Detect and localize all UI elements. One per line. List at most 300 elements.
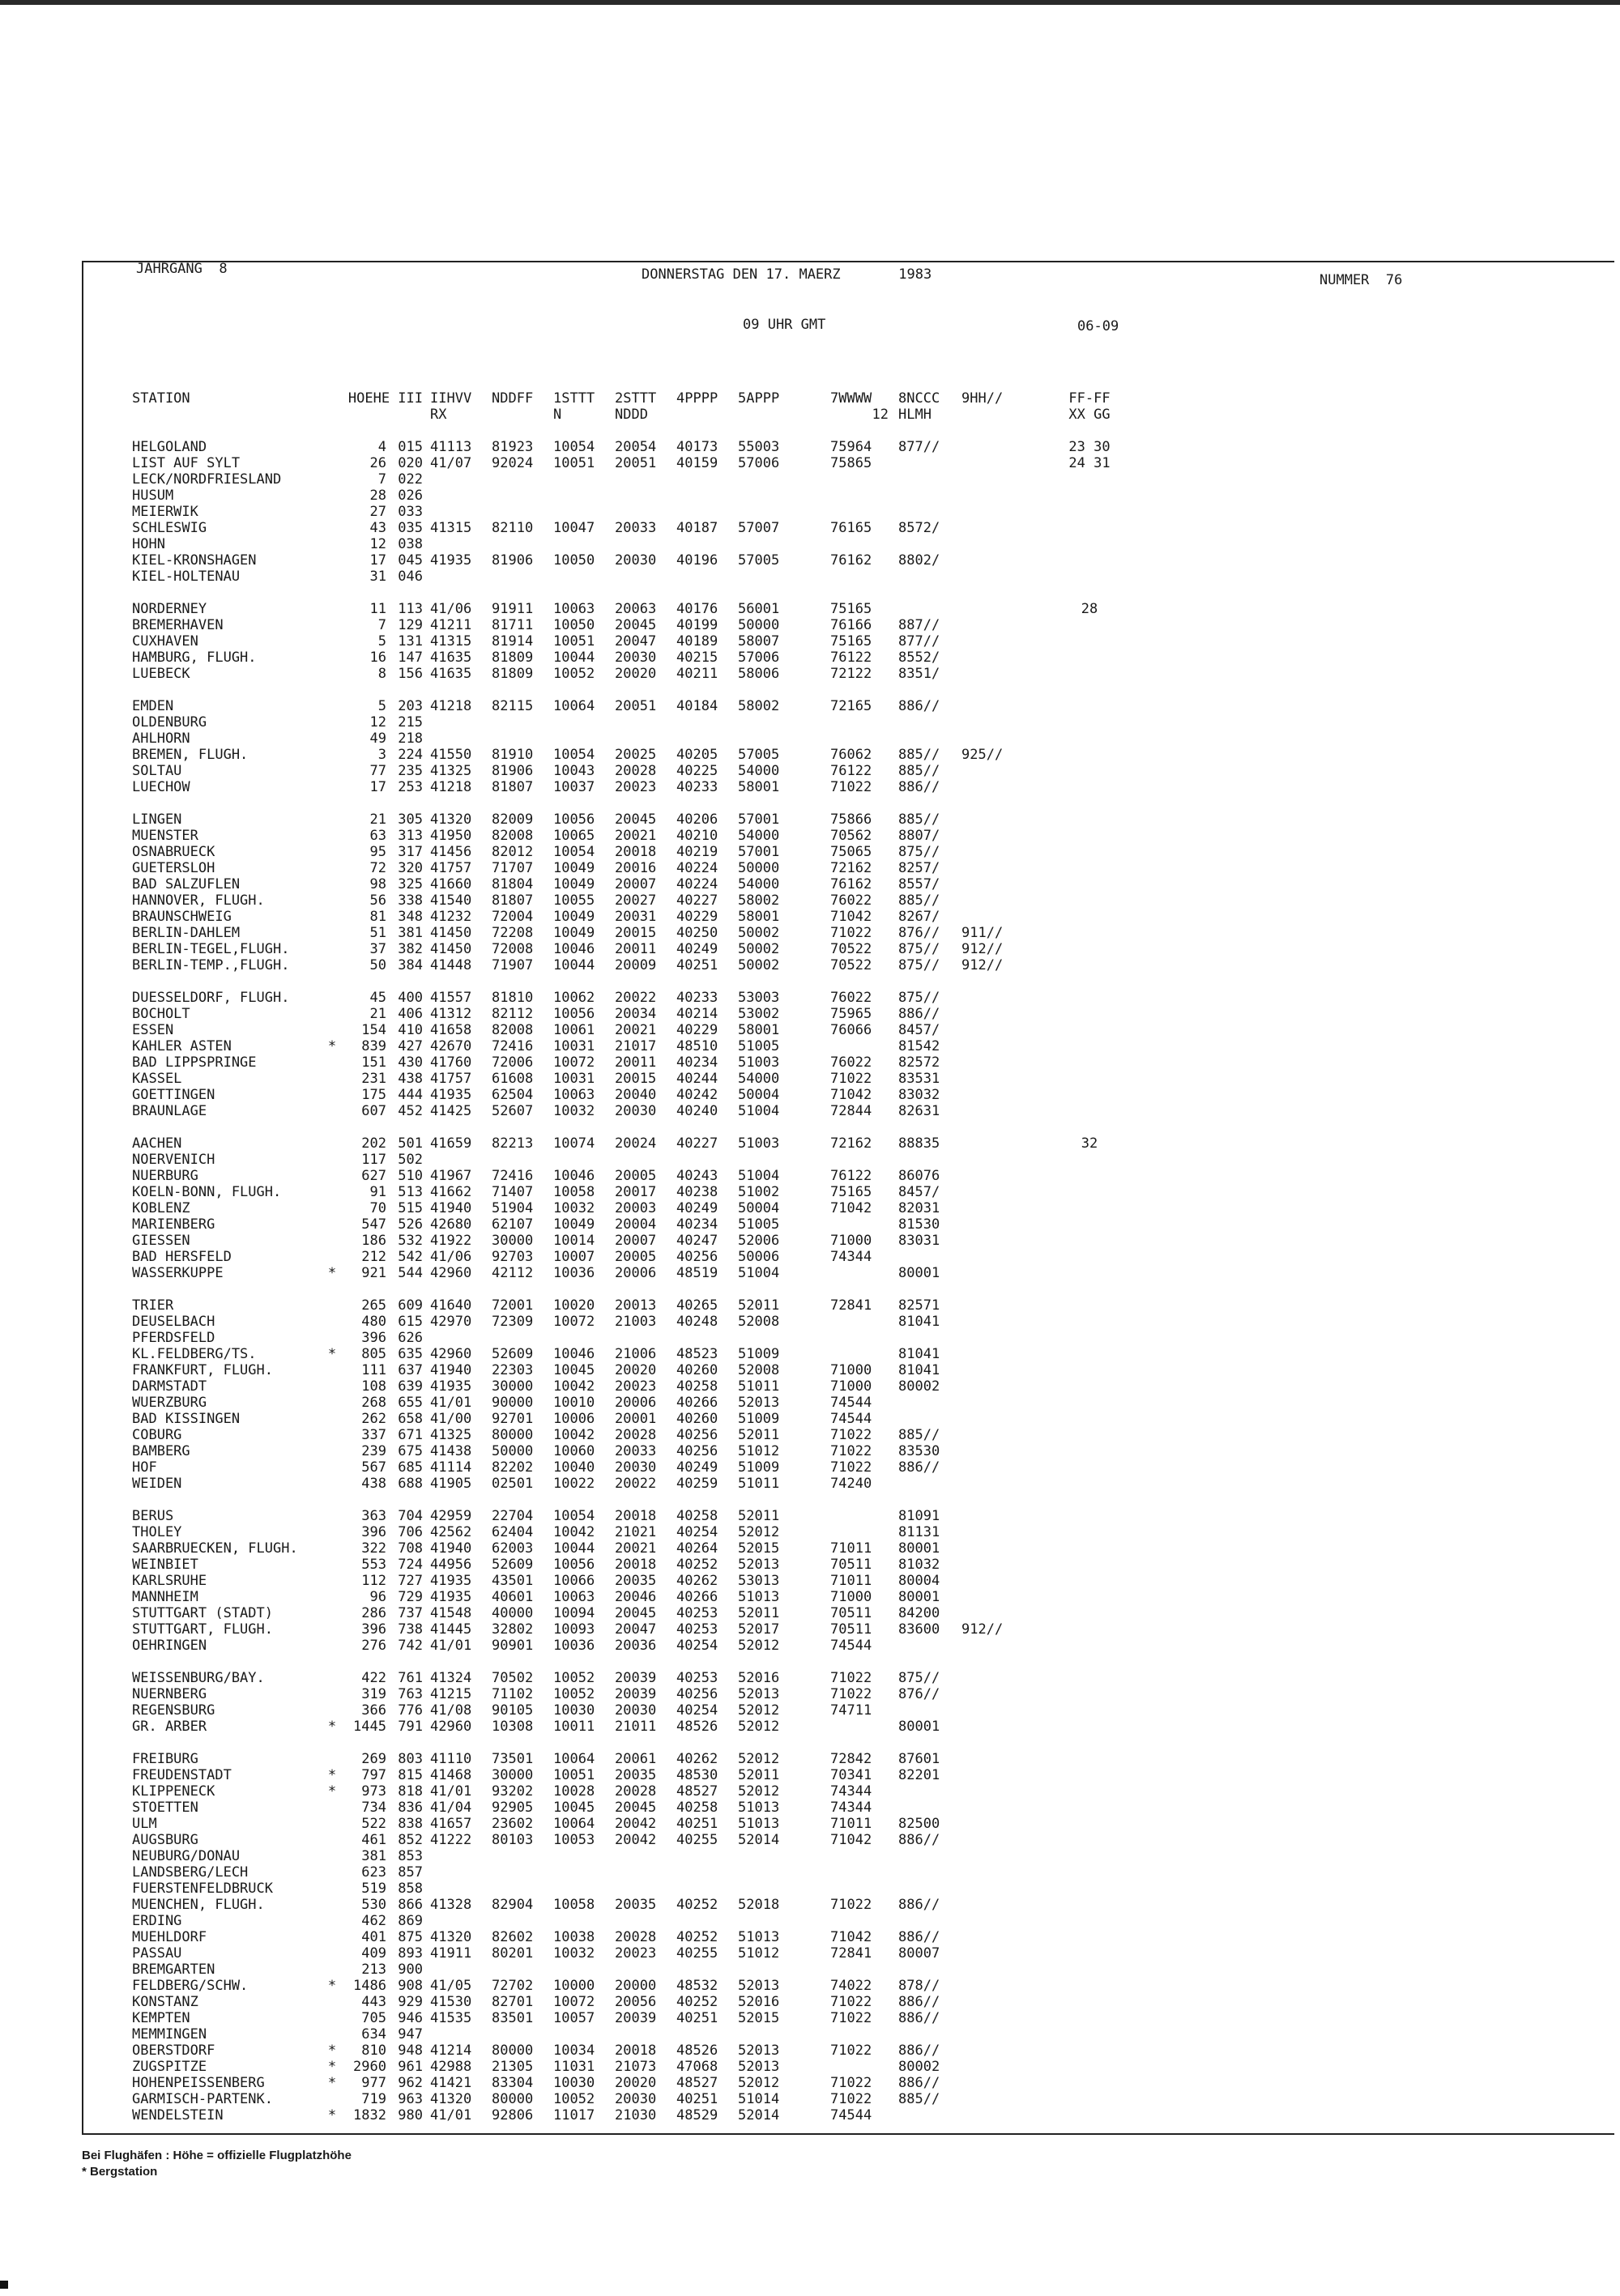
altitude: 797 bbox=[361, 1767, 386, 1783]
wwww7: 71022 bbox=[830, 1071, 872, 1087]
iihvv: 41935 bbox=[430, 552, 472, 569]
mountain-marker bbox=[325, 536, 339, 552]
altitude: 422 bbox=[361, 1670, 386, 1686]
nddff: 62107 bbox=[492, 1216, 534, 1233]
ffff bbox=[1057, 1378, 1122, 1395]
appp5: 50006 bbox=[738, 1249, 780, 1265]
nccc8: 83031 bbox=[898, 1233, 940, 1249]
iihvv: 41320 bbox=[430, 2091, 472, 2107]
sttt1 bbox=[553, 1152, 615, 1168]
station-id: 815 bbox=[398, 1767, 423, 1783]
station-id: 502 bbox=[398, 1152, 423, 1168]
table-row bbox=[132, 1524, 1122, 1540]
table-row bbox=[132, 1411, 1122, 1427]
pppp4 bbox=[676, 1962, 738, 1978]
wwww7 bbox=[830, 1346, 898, 1362]
iihvv: 41535 bbox=[430, 2010, 472, 2026]
nccc8: 885// bbox=[898, 811, 940, 828]
altitude: 175 bbox=[361, 1087, 386, 1103]
station-id: 131 bbox=[398, 633, 423, 650]
mountain-marker: * bbox=[327, 1978, 337, 1994]
nccc8: 886// bbox=[898, 779, 940, 795]
sttt1: 10036 bbox=[553, 1265, 595, 1281]
nccc8 bbox=[898, 1411, 961, 1427]
appp5: 51004 bbox=[738, 1103, 780, 1119]
altitude: 77 bbox=[369, 763, 386, 779]
sttt2: 20006 bbox=[615, 1395, 657, 1411]
station-id: 384 bbox=[398, 957, 423, 973]
table-row bbox=[132, 1621, 1122, 1638]
table-row bbox=[132, 1168, 1122, 1184]
table-row bbox=[132, 1573, 1122, 1589]
table-row bbox=[132, 1152, 1122, 1168]
station-id: 961 bbox=[398, 2059, 423, 2075]
nccc8: 8351/ bbox=[898, 666, 940, 682]
wwww7: 70511 bbox=[830, 1621, 872, 1638]
mountain-marker bbox=[325, 1297, 339, 1314]
sttt2 bbox=[615, 504, 676, 520]
nccc8 bbox=[898, 1152, 961, 1168]
wwww7 bbox=[830, 1719, 898, 1735]
sttt2 bbox=[615, 714, 676, 731]
nddff: 82213 bbox=[492, 1135, 534, 1152]
sttt1: 10056 bbox=[553, 811, 595, 828]
iihvv: 41/01 bbox=[430, 2107, 472, 2123]
appp5: 51002 bbox=[738, 1184, 780, 1200]
mountain-marker bbox=[325, 941, 339, 957]
iihvv: 42960 bbox=[430, 1719, 472, 1735]
hh9 bbox=[961, 1913, 1057, 1929]
sttt2: 20018 bbox=[615, 2043, 657, 2059]
ffff bbox=[1057, 1087, 1122, 1103]
hh9 bbox=[961, 779, 1057, 795]
hh9 bbox=[961, 1524, 1057, 1540]
iihvv bbox=[423, 536, 492, 552]
sttt2: 20022 bbox=[615, 990, 657, 1006]
wwww7 bbox=[830, 1508, 898, 1524]
sttt2 bbox=[615, 2026, 676, 2043]
nddff: 83501 bbox=[492, 2010, 534, 2026]
iihvv: 41218 bbox=[430, 779, 472, 795]
station-name: OLDENBURG bbox=[132, 714, 207, 731]
pppp4: 40214 bbox=[676, 1006, 718, 1022]
station-name: SCHLESWIG bbox=[132, 520, 207, 536]
pppp4: 40258 bbox=[676, 1800, 718, 1816]
sttt1: 10010 bbox=[553, 1395, 595, 1411]
wwww7: 70522 bbox=[830, 957, 872, 973]
col-4pppp: 4PPPP bbox=[676, 390, 718, 407]
appp5: 51013 bbox=[738, 1589, 780, 1605]
station-table bbox=[132, 390, 1122, 2123]
table-row bbox=[132, 2075, 1122, 2091]
nccc8: 81530 bbox=[898, 1216, 940, 1233]
sttt2: 20017 bbox=[615, 1184, 657, 1200]
appp5: 52013 bbox=[738, 2059, 780, 2075]
station-id: 866 bbox=[398, 1897, 423, 1913]
sttt2: 20009 bbox=[615, 957, 657, 973]
pppp4: 40254 bbox=[676, 1524, 718, 1540]
table-row bbox=[132, 698, 1122, 714]
table-row bbox=[132, 1087, 1122, 1103]
altitude: 117 bbox=[361, 1152, 386, 1168]
wwww7: 75964 bbox=[830, 439, 872, 455]
table-row bbox=[132, 1832, 1122, 1848]
appp5: 51009 bbox=[738, 1459, 780, 1476]
appp5: 52016 bbox=[738, 1670, 780, 1686]
station-name: MUEHLDORF bbox=[132, 1929, 207, 1945]
hh9 bbox=[961, 650, 1057, 666]
iihvv: 42959 bbox=[430, 1508, 472, 1524]
ffff bbox=[1057, 650, 1122, 666]
pppp4: 40254 bbox=[676, 1702, 718, 1719]
sttt2: 20004 bbox=[615, 1216, 657, 1233]
iihvv: 41635 bbox=[430, 666, 472, 682]
iihvv: 41540 bbox=[430, 892, 472, 909]
station-name: ZUGSPITZE bbox=[132, 2059, 207, 2075]
hh9 bbox=[961, 892, 1057, 909]
wwww7 bbox=[830, 1265, 898, 1281]
nddff: 81804 bbox=[492, 876, 534, 892]
altitude: 921 bbox=[361, 1265, 386, 1281]
sttt1: 10054 bbox=[553, 844, 595, 860]
nccc8: 886// bbox=[898, 2043, 940, 2059]
wwww7: 76162 bbox=[830, 552, 872, 569]
table-row bbox=[132, 1540, 1122, 1557]
station-name: GARMISCH-PARTENK. bbox=[132, 2091, 273, 2107]
altitude: 2960 bbox=[353, 2059, 386, 2075]
nccc8: 88835 bbox=[898, 1135, 940, 1152]
hh9: 912// bbox=[961, 957, 1004, 973]
table-row bbox=[132, 1330, 1122, 1346]
hh9 bbox=[961, 1103, 1057, 1119]
wwww7: 76122 bbox=[830, 650, 872, 666]
nccc8: 80001 bbox=[898, 1265, 940, 1281]
sttt2 bbox=[615, 1152, 676, 1168]
sttt1: 10020 bbox=[553, 1297, 595, 1314]
nccc8: 81091 bbox=[898, 1508, 940, 1524]
appp5 bbox=[738, 1864, 830, 1881]
iihvv: 41/01 bbox=[430, 1783, 472, 1800]
hh9 bbox=[961, 633, 1057, 650]
sttt1: 10064 bbox=[553, 698, 595, 714]
wwww7: 72844 bbox=[830, 1103, 872, 1119]
altitude: 111 bbox=[361, 1362, 386, 1378]
sttt2: 20045 bbox=[615, 617, 657, 633]
station-id: 948 bbox=[398, 2043, 423, 2059]
table-row bbox=[132, 2091, 1122, 2107]
mountain-marker bbox=[325, 1881, 339, 1897]
iihvv: 42562 bbox=[430, 1524, 472, 1540]
sttt2: 20001 bbox=[615, 1411, 657, 1427]
pppp4: 40259 bbox=[676, 1476, 718, 1492]
hh9 bbox=[961, 1848, 1057, 1864]
appp5: 50004 bbox=[738, 1200, 780, 1216]
nddff: 70502 bbox=[492, 1670, 534, 1686]
altitude: 810 bbox=[361, 2043, 386, 2059]
pppp4: 40251 bbox=[676, 2010, 718, 2026]
ffff bbox=[1057, 1508, 1122, 1524]
wwww7: 72122 bbox=[830, 666, 872, 682]
sttt1: 10044 bbox=[553, 650, 595, 666]
appp5: 54000 bbox=[738, 1071, 780, 1087]
station-id: 980 bbox=[398, 2107, 423, 2123]
altitude: 5 bbox=[377, 698, 386, 714]
altitude: 396 bbox=[361, 1524, 386, 1540]
pppp4 bbox=[676, 504, 738, 520]
sttt2 bbox=[615, 1913, 676, 1929]
sttt2: 20005 bbox=[615, 1168, 657, 1184]
mountain-marker bbox=[325, 666, 339, 682]
wwww7: 71042 bbox=[830, 1832, 872, 1848]
nddff: 81809 bbox=[492, 650, 534, 666]
mountain-marker bbox=[325, 698, 339, 714]
hh9 bbox=[961, 1994, 1057, 2010]
sttt2: 20035 bbox=[615, 1767, 657, 1783]
station-name: KIEL-KRONSHAGEN bbox=[132, 552, 257, 569]
station-name: PASSAU bbox=[132, 1945, 182, 1962]
mountain-marker bbox=[325, 1832, 339, 1848]
period-label: 06-09 bbox=[1077, 318, 1119, 334]
mountain-marker bbox=[325, 1524, 339, 1540]
station-id: 635 bbox=[398, 1346, 423, 1362]
nddff: 50000 bbox=[492, 1443, 534, 1459]
sttt2: 20023 bbox=[615, 1945, 657, 1962]
station-name: KARLSRUHE bbox=[132, 1573, 207, 1589]
wwww7: 76022 bbox=[830, 990, 872, 1006]
corner-mark bbox=[0, 2281, 8, 2289]
altitude: 805 bbox=[361, 1346, 386, 1362]
station-name: REGENSBURG bbox=[132, 1702, 215, 1719]
pppp4: 40176 bbox=[676, 601, 718, 617]
appp5: 51005 bbox=[738, 1038, 780, 1054]
ffff bbox=[1057, 1233, 1122, 1249]
col-hlmh: HLMH bbox=[898, 407, 932, 423]
pppp4: 40266 bbox=[676, 1395, 718, 1411]
mountain-marker bbox=[325, 1184, 339, 1200]
sttt2: 20034 bbox=[615, 1006, 657, 1022]
station-id: 430 bbox=[398, 1054, 423, 1071]
pppp4 bbox=[676, 731, 738, 747]
altitude: 212 bbox=[361, 1249, 386, 1265]
station-name: KASSEL bbox=[132, 1071, 182, 1087]
pppp4: 40249 bbox=[676, 1200, 718, 1216]
nddff: 22303 bbox=[492, 1362, 534, 1378]
altitude: 11 bbox=[369, 601, 386, 617]
appp5: 52013 bbox=[738, 1395, 780, 1411]
hh9 bbox=[961, 1330, 1057, 1346]
table-row bbox=[132, 1459, 1122, 1476]
mountain-marker bbox=[325, 504, 339, 520]
iihvv: 41935 bbox=[430, 1378, 472, 1395]
station-name: BAD HERSFELD bbox=[132, 1249, 232, 1265]
hh9 bbox=[961, 1314, 1057, 1330]
sttt1 bbox=[553, 536, 615, 552]
sttt1: 10058 bbox=[553, 1184, 595, 1200]
station-id: 763 bbox=[398, 1686, 423, 1702]
station-id: 410 bbox=[398, 1022, 423, 1038]
altitude: 56 bbox=[369, 892, 386, 909]
altitude: 81 bbox=[369, 909, 386, 925]
sttt1: 10063 bbox=[553, 1589, 595, 1605]
appp5: 52011 bbox=[738, 1767, 780, 1783]
hh9 bbox=[961, 1135, 1057, 1152]
station-id: 452 bbox=[398, 1103, 423, 1119]
mountain-marker bbox=[325, 1913, 339, 1929]
mountain-marker bbox=[325, 763, 339, 779]
ffff bbox=[1057, 2010, 1122, 2026]
mountain-marker bbox=[325, 1573, 339, 1589]
iihvv: 41935 bbox=[430, 1573, 472, 1589]
altitude: 461 bbox=[361, 1832, 386, 1848]
sttt2: 20039 bbox=[615, 1670, 657, 1686]
col-nddff: NDDFF bbox=[492, 390, 534, 407]
altitude: 396 bbox=[361, 1330, 386, 1346]
table-row bbox=[132, 617, 1122, 633]
altitude: 7 bbox=[377, 471, 386, 488]
hh9 bbox=[961, 1006, 1057, 1022]
pppp4: 40252 bbox=[676, 1994, 718, 2010]
sttt2: 20020 bbox=[615, 2075, 657, 2091]
nddff bbox=[492, 1864, 553, 1881]
nddff: 82009 bbox=[492, 811, 534, 828]
station-name: MEMMINGEN bbox=[132, 2026, 207, 2043]
nddff: 81923 bbox=[492, 439, 534, 455]
sttt2 bbox=[615, 488, 676, 504]
sttt2: 20033 bbox=[615, 1443, 657, 1459]
wwww7 bbox=[830, 1848, 898, 1864]
station-id: 427 bbox=[398, 1038, 423, 1054]
col-nddd: NDDD bbox=[615, 407, 648, 423]
ffff bbox=[1057, 488, 1122, 504]
pppp4: 40219 bbox=[676, 844, 718, 860]
station-id: 129 bbox=[398, 617, 423, 633]
appp5 bbox=[738, 1330, 830, 1346]
nddff: 62003 bbox=[492, 1540, 534, 1557]
station-id: 224 bbox=[398, 747, 423, 763]
table-row bbox=[132, 828, 1122, 844]
appp5: 50002 bbox=[738, 925, 780, 941]
sttt2: 20020 bbox=[615, 1362, 657, 1378]
ffff bbox=[1057, 698, 1122, 714]
iihvv: 41421 bbox=[430, 2075, 472, 2091]
pppp4: 40233 bbox=[676, 779, 718, 795]
station-id: 803 bbox=[398, 1751, 423, 1767]
pppp4: 40243 bbox=[676, 1168, 718, 1184]
sttt1: 10038 bbox=[553, 1929, 595, 1945]
nccc8: 876// bbox=[898, 1686, 940, 1702]
sttt1: 10042 bbox=[553, 1524, 595, 1540]
iihvv: 41548 bbox=[430, 1605, 472, 1621]
sttt1: 10057 bbox=[553, 2010, 595, 2026]
table-row bbox=[132, 1589, 1122, 1605]
nddff: 72416 bbox=[492, 1168, 534, 1184]
nccc8: 81041 bbox=[898, 1346, 940, 1362]
table-row bbox=[132, 1443, 1122, 1459]
sttt2: 20023 bbox=[615, 779, 657, 795]
mountain-marker bbox=[325, 1006, 339, 1022]
nddff: 21305 bbox=[492, 2059, 534, 2075]
appp5: 57007 bbox=[738, 520, 780, 536]
ffff bbox=[1057, 2107, 1122, 2123]
table-row bbox=[132, 1864, 1122, 1881]
col-iihvv: IIHVV bbox=[430, 390, 472, 407]
mountain-marker bbox=[325, 1200, 339, 1216]
station-name: THOLEY bbox=[132, 1524, 182, 1540]
altitude: 5 bbox=[377, 633, 386, 650]
altitude: 734 bbox=[361, 1800, 386, 1816]
wwww7: 74344 bbox=[830, 1249, 872, 1265]
sttt1: 10034 bbox=[553, 2043, 595, 2059]
appp5: 54000 bbox=[738, 763, 780, 779]
altitude: 3 bbox=[377, 747, 386, 763]
station-name: CUXHAVEN bbox=[132, 633, 198, 650]
iihvv: 41425 bbox=[430, 1103, 472, 1119]
mountain-marker bbox=[325, 860, 339, 876]
station-name: HOHN bbox=[132, 536, 165, 552]
table-row bbox=[132, 731, 1122, 747]
sttt1: 10032 bbox=[553, 1200, 595, 1216]
ffff bbox=[1057, 1848, 1122, 1864]
appp5: 58002 bbox=[738, 698, 780, 714]
altitude: 51 bbox=[369, 925, 386, 941]
appp5: 52008 bbox=[738, 1362, 780, 1378]
hh9 bbox=[961, 876, 1057, 892]
pppp4: 40196 bbox=[676, 552, 718, 569]
pppp4: 40250 bbox=[676, 925, 718, 941]
appp5: 53003 bbox=[738, 990, 780, 1006]
pppp4: 40240 bbox=[676, 1103, 718, 1119]
mountain-marker bbox=[325, 1411, 339, 1427]
sttt1: 10046 bbox=[553, 1168, 595, 1184]
column-headers bbox=[132, 390, 1122, 439]
nccc8 bbox=[898, 1881, 961, 1897]
iihvv: 42960 bbox=[430, 1346, 472, 1362]
wwww7: 74344 bbox=[830, 1800, 872, 1816]
mountain-marker bbox=[325, 1427, 339, 1443]
table-row bbox=[132, 650, 1122, 666]
ffff bbox=[1057, 1589, 1122, 1605]
nddff: 90105 bbox=[492, 1702, 534, 1719]
station-id: 761 bbox=[398, 1670, 423, 1686]
nccc8: 87601 bbox=[898, 1751, 940, 1767]
sttt1 bbox=[553, 1330, 615, 1346]
sttt2: 20047 bbox=[615, 1621, 657, 1638]
pppp4: 40254 bbox=[676, 1638, 718, 1654]
station-id: 513 bbox=[398, 1184, 423, 1200]
station-id: 338 bbox=[398, 892, 423, 909]
sttt2: 21011 bbox=[615, 1719, 657, 1735]
sttt2: 20051 bbox=[615, 455, 657, 471]
hh9 bbox=[961, 1362, 1057, 1378]
station-name: KAHLER ASTEN bbox=[132, 1038, 232, 1054]
wwww7: 70511 bbox=[830, 1557, 872, 1573]
station-id: 655 bbox=[398, 1395, 423, 1411]
ffff bbox=[1057, 1864, 1122, 1881]
sttt2: 20018 bbox=[615, 844, 657, 860]
pppp4: 40205 bbox=[676, 747, 718, 763]
sttt2: 20030 bbox=[615, 1459, 657, 1476]
hh9 bbox=[961, 1605, 1057, 1621]
hh9: 912// bbox=[961, 1621, 1004, 1638]
sttt1: 10030 bbox=[553, 1702, 595, 1719]
table-row bbox=[132, 2107, 1122, 2123]
header-row-1 bbox=[132, 390, 1122, 407]
pppp4 bbox=[676, 1913, 738, 1929]
sttt1: 10061 bbox=[553, 1022, 595, 1038]
appp5: 52013 bbox=[738, 1686, 780, 1702]
hh9 bbox=[961, 2091, 1057, 2107]
nddff: 42112 bbox=[492, 1265, 534, 1281]
